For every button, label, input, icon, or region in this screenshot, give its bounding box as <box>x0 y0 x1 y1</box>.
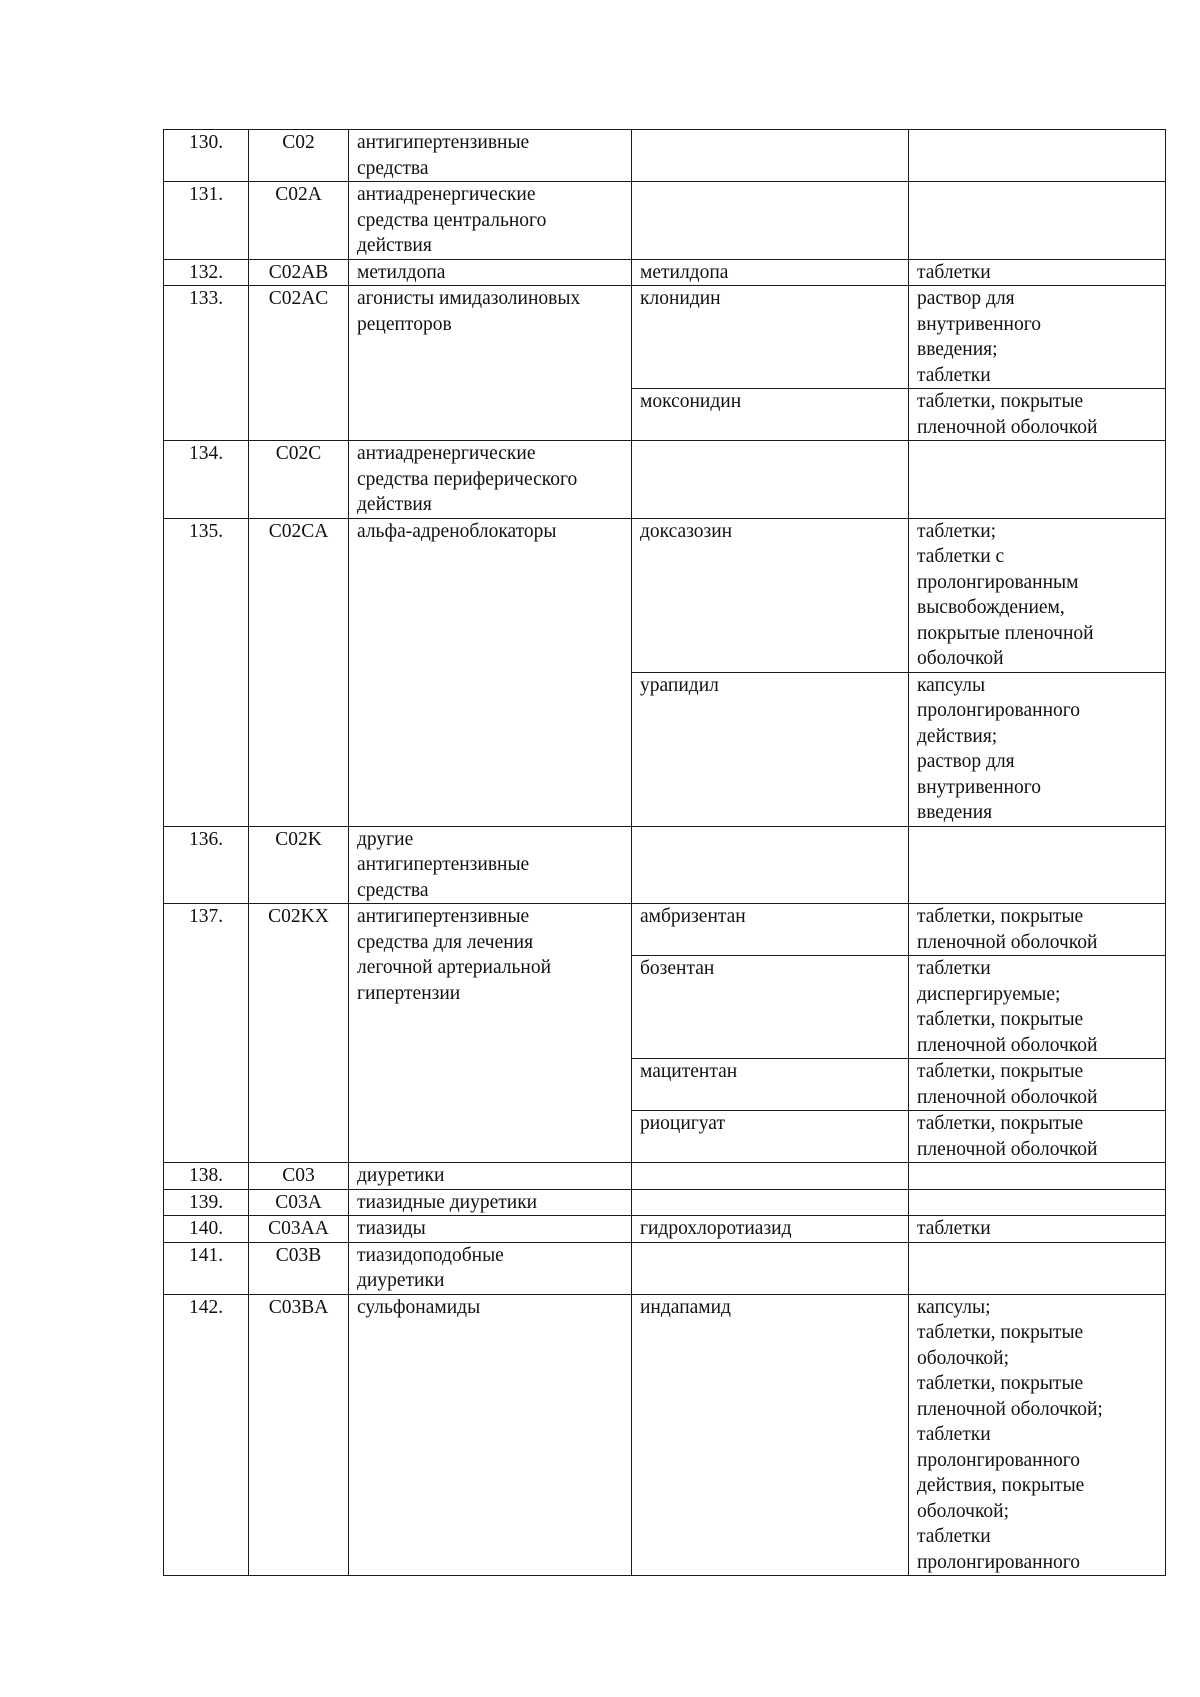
atc-code: C02AC <box>249 286 349 441</box>
drug-name <box>632 1163 909 1190</box>
dosage-form-line: таблетки, покрытые <box>917 906 1084 927</box>
drug-name <box>632 441 909 519</box>
dosage-form <box>909 1163 1166 1190</box>
group-name <box>349 1294 632 1576</box>
drug-name <box>632 1294 909 1576</box>
dosage-form-line: пленочной оболочкой <box>917 1034 1098 1056</box>
dosage-form-line: действия; <box>917 725 998 747</box>
atc-code: C02AB <box>249 259 349 286</box>
dosage-form-line: таблетки, покрытые <box>917 1322 1084 1343</box>
drug-name <box>632 389 909 441</box>
dosage-form <box>909 1294 1166 1576</box>
drug-name-line: доксазозин <box>640 520 733 542</box>
dosage-form-line: пролонгированного <box>917 1551 1081 1573</box>
dosage-form-line: капсулы; <box>917 1296 991 1318</box>
atc-code: C03B <box>249 1242 349 1294</box>
dosage-form-line: покрытые пленочной <box>917 622 1094 644</box>
dosage-form-line: таблетки <box>917 261 991 283</box>
row-number: 140. <box>164 1216 249 1243</box>
row-number: 139. <box>164 1189 249 1216</box>
dosage-form <box>909 1189 1166 1216</box>
dosage-form-line: таблетки, покрытые <box>917 1009 1084 1030</box>
group-name <box>349 259 632 286</box>
group-name-line: альфа-адреноблокаторы <box>357 520 557 542</box>
dosage-form-line: таблетки <box>917 1424 991 1445</box>
dosage-form-line: диспергируемые; <box>917 983 1061 1005</box>
table-row <box>164 1163 1166 1190</box>
row-number: 136. <box>164 826 249 904</box>
atc-code: C03A <box>249 1189 349 1216</box>
dosage-form-line: пленочной оболочкой; <box>917 1398 1103 1420</box>
dosage-form <box>909 1059 1166 1111</box>
dosage-form-line: таблетки, покрытые <box>917 1061 1084 1082</box>
dosage-form <box>909 286 1166 389</box>
dosage-form-line: действия, покрытые <box>917 1475 1085 1496</box>
dosage-form-line: пролонгированного <box>917 1449 1081 1471</box>
dosage-form <box>909 389 1166 441</box>
group-name-line: сульфонамиды <box>357 1296 481 1318</box>
atc-code: C02KX <box>249 904 349 1163</box>
drug-name <box>632 518 909 672</box>
drug-name <box>632 182 909 260</box>
dosage-form <box>909 956 1166 1059</box>
drug-name <box>632 259 909 286</box>
row-number: 134. <box>164 441 249 519</box>
drug-name <box>632 286 909 389</box>
table-row <box>164 1216 1166 1243</box>
group-name-line: действия <box>357 235 432 256</box>
atc-code: C03BA <box>249 1294 349 1576</box>
table-row <box>164 441 1166 519</box>
table-row <box>164 826 1166 904</box>
group-name-line: рецепторов <box>357 313 452 335</box>
group-name <box>349 904 632 1163</box>
group-name-line: антигипертензивные <box>357 132 530 153</box>
table-row <box>164 518 1166 672</box>
group-name-line: тиазидные диуретики <box>357 1191 538 1213</box>
dosage-form-line: таблетки с <box>917 546 1005 567</box>
dosage-form <box>909 182 1166 260</box>
atc-code: C02C <box>249 441 349 519</box>
group-name-line: антигипертензивные <box>357 854 530 875</box>
group-name <box>349 182 632 260</box>
group-name <box>349 1163 632 1190</box>
group-name-line: антиадренергические <box>357 443 536 464</box>
group-name <box>349 1189 632 1216</box>
dosage-form-line: таблетки <box>917 364 991 386</box>
group-name-line: гипертензии <box>357 982 461 1004</box>
group-name-line: антигипертензивные <box>357 906 530 927</box>
dosage-form <box>909 130 1166 182</box>
group-name <box>349 441 632 519</box>
dosage-form-line: пленочной оболочкой <box>917 1138 1098 1160</box>
atc-code: C02A <box>249 182 349 260</box>
drug-name <box>632 1242 909 1294</box>
dosage-form-line: пролонгированного <box>917 700 1081 721</box>
row-number: 142. <box>164 1294 249 1576</box>
dosage-form-line: таблетки, покрытые <box>917 391 1084 412</box>
drug-name-line: амбризентан <box>640 906 746 927</box>
dosage-form-line: раствор для <box>917 288 1015 309</box>
row-number: 135. <box>164 518 249 826</box>
table-row <box>164 182 1166 260</box>
table-row <box>164 259 1166 286</box>
dosage-form <box>909 672 1166 826</box>
drug-name-line: бозентан <box>640 958 715 979</box>
drug-name <box>632 1189 909 1216</box>
dosage-form-line: введения <box>917 802 993 823</box>
group-name <box>349 826 632 904</box>
dosage-form-line: таблетки, покрытые <box>917 1113 1084 1134</box>
group-name-line: средства центрального <box>357 209 547 231</box>
table-body <box>164 130 1166 1576</box>
atc-code: C03AA <box>249 1216 349 1243</box>
table-row <box>164 1189 1166 1216</box>
table-row <box>164 130 1166 182</box>
dosage-form-line: капсулы <box>917 674 986 696</box>
row-number: 131. <box>164 182 249 260</box>
row-number: 130. <box>164 130 249 182</box>
dosage-form-line: пленочной оболочкой <box>917 416 1098 438</box>
table-row <box>164 1294 1166 1576</box>
dosage-form <box>909 1111 1166 1163</box>
group-name <box>349 1242 632 1294</box>
drug-name <box>632 826 909 904</box>
group-name-line: диуретики <box>357 1165 445 1186</box>
group-name-line: агонисты имидазолиновых <box>357 288 581 309</box>
table-row <box>164 1242 1166 1294</box>
drug-name-line: моксонидин <box>640 391 742 412</box>
dosage-form-line: пролонгированным <box>917 571 1079 593</box>
dosage-form <box>909 1242 1166 1294</box>
row-number: 133. <box>164 286 249 441</box>
drug-name <box>632 1111 909 1163</box>
dosage-form-line: внутривенного <box>917 776 1041 798</box>
row-number: 138. <box>164 1163 249 1190</box>
dosage-form-line: внутривенного <box>917 313 1041 335</box>
group-name <box>349 130 632 182</box>
drug-name <box>632 904 909 956</box>
dosage-form-line: таблетки <box>917 958 991 979</box>
group-name <box>349 518 632 826</box>
drug-name-line: мацитентан <box>640 1061 738 1082</box>
group-name-line: средства для лечения <box>357 931 534 953</box>
dosage-form <box>909 904 1166 956</box>
dosage-form-line: таблетки <box>917 1218 991 1239</box>
atc-code: C02K <box>249 826 349 904</box>
drug-name <box>632 1059 909 1111</box>
drug-name-line: урапидил <box>640 674 719 696</box>
group-name-line: средства периферического <box>357 468 578 490</box>
group-name-line: легочной артериальной <box>357 957 552 978</box>
drug-name-line: индапамид <box>640 1296 731 1318</box>
dosage-form-line: высвобождением, <box>917 597 1065 618</box>
dosage-form-line: пленочной оболочкой <box>917 1086 1098 1108</box>
group-name <box>349 286 632 441</box>
dosage-form-line: таблетки; <box>917 520 997 542</box>
drug-name <box>632 1216 909 1243</box>
group-name-line: диуретики <box>357 1270 445 1291</box>
dosage-form <box>909 259 1166 286</box>
group-name-line: действия <box>357 494 432 515</box>
dosage-form <box>909 441 1166 519</box>
dosage-form-line: раствор для <box>917 751 1015 772</box>
group-name-line: средства <box>357 879 429 901</box>
dosage-form <box>909 826 1166 904</box>
table-row <box>164 904 1166 956</box>
dosage-form-line: оболочкой; <box>917 1500 1010 1522</box>
atc-code: C02 <box>249 130 349 182</box>
drug-name-line: клонидин <box>640 288 721 309</box>
dosage-form <box>909 518 1166 672</box>
dosage-form-line: таблетки, покрытые <box>917 1373 1084 1394</box>
row-number: 141. <box>164 1242 249 1294</box>
atc-code: C03 <box>249 1163 349 1190</box>
atc-code: C02CA <box>249 518 349 826</box>
group-name-line: антиадренергические <box>357 184 536 205</box>
row-number: 137. <box>164 904 249 1163</box>
drug-list-table <box>163 129 1166 1576</box>
dosage-form-line: оболочкой <box>917 648 1004 669</box>
drug-name <box>632 130 909 182</box>
dosage-form-line: введения; <box>917 339 998 360</box>
drug-name <box>632 672 909 826</box>
group-name <box>349 1216 632 1243</box>
group-name-line: метилдопа <box>357 261 446 283</box>
drug-name <box>632 956 909 1059</box>
group-name-line: другие <box>357 828 414 850</box>
drug-name-line: гидрохлоротиазид <box>640 1218 792 1239</box>
dosage-form-line: таблетки <box>917 1526 991 1547</box>
group-name-line: средства <box>357 157 429 179</box>
dosage-form-line: оболочкой; <box>917 1347 1010 1369</box>
drug-name-line: риоцигуат <box>640 1113 725 1134</box>
row-number: 132. <box>164 259 249 286</box>
group-name-line: тиазиды <box>357 1218 426 1239</box>
drug-name-line: метилдопа <box>640 261 729 283</box>
group-name-line: тиазидоподобные <box>357 1244 504 1266</box>
table-row <box>164 286 1166 389</box>
dosage-form-line: пленочной оболочкой <box>917 931 1098 953</box>
dosage-form <box>909 1216 1166 1243</box>
